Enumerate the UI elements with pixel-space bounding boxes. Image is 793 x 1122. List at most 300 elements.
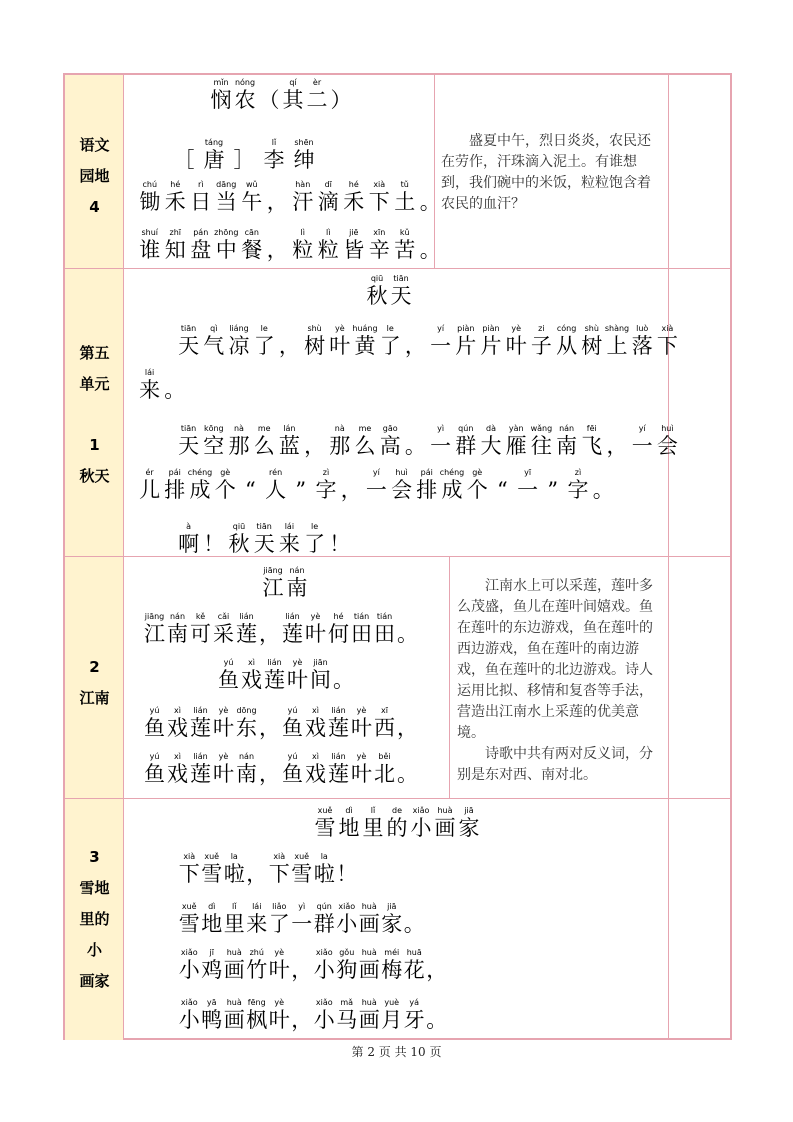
pinyin: hàn — [295, 180, 311, 189]
hanzi-with-pinyin — [259, 139, 289, 172]
label-line: 4 — [89, 198, 100, 216]
hanzi-with-pinyin — [336, 903, 359, 936]
hanzi-with-pinyin — [392, 181, 418, 214]
hanzi: 画 — [358, 912, 380, 936]
hanzi: 画 — [434, 816, 456, 840]
pinyin: la — [320, 852, 328, 861]
hanzi: 其 — [282, 88, 304, 112]
hanzi-with-pinyin — [465, 469, 490, 502]
hanzi: 莲 — [236, 622, 257, 646]
hanzi-with-pinyin — [246, 903, 269, 936]
hanzi-with-pinyin — [358, 999, 381, 1032]
pinyin: xiǎo — [315, 998, 333, 1007]
hanzi-with-pinyin — [515, 469, 540, 502]
hanzi: 么 — [253, 434, 275, 458]
hanzi: 画 — [223, 958, 245, 982]
pinyin: nán — [559, 424, 575, 433]
hanzi: 滴 — [317, 190, 339, 214]
hanzi-with-pinyin — [291, 999, 314, 1032]
pinyin: yè — [274, 948, 285, 957]
pinyin: de — [392, 806, 402, 815]
hanzi: 小 — [178, 1008, 200, 1032]
pinyin — [229, 139, 259, 148]
pinyin: shàng — [604, 324, 630, 333]
hanzi-with-pinyin — [281, 707, 304, 740]
hanzi-with-pinyin — [504, 425, 529, 458]
hanzi: 叶 — [351, 762, 372, 786]
row-qiutian — [65, 269, 730, 557]
hanzi: 会 — [391, 478, 413, 502]
hanzi-with-pinyin — [327, 425, 352, 458]
hanzi-with-pinyin — [604, 325, 629, 358]
hanzi: 牙 — [403, 1008, 425, 1032]
pinyin — [403, 425, 428, 434]
hanzi: 了 — [304, 532, 326, 556]
hanzi: 小 — [313, 1008, 335, 1032]
hanzi: 啦 — [223, 862, 245, 886]
hanzi-with-pinyin — [246, 949, 269, 982]
pinyin: xià — [273, 852, 286, 861]
hanzi: 个 — [214, 478, 236, 502]
hanzi-with-pinyin — [358, 949, 381, 982]
pinyin: yí — [437, 324, 445, 333]
hanzi-with-pinyin — [288, 469, 313, 502]
hanzi: 地 — [201, 912, 223, 936]
pinyin: zhī — [169, 228, 181, 237]
hanzi: 土 — [394, 190, 416, 214]
hanzi: ， — [606, 434, 628, 458]
pinyin: yè — [218, 706, 229, 715]
hanzi: 。 — [592, 478, 614, 502]
hanzi: 莲 — [190, 716, 211, 740]
pinyin: xì — [248, 658, 255, 667]
hanzi: 北 — [374, 762, 395, 786]
hanzi-with-pinyin — [258, 753, 281, 786]
hanzi-with-pinyin — [252, 325, 277, 358]
hanzi: 树 — [304, 334, 326, 358]
hanzi-with-pinyin — [554, 425, 579, 458]
hanzi-with-pinyin — [214, 181, 240, 214]
hanzi-with-pinyin — [201, 523, 226, 556]
pinyin: yú — [223, 658, 234, 667]
pinyin: zhú — [249, 948, 264, 957]
hanzi: 叶 — [268, 1008, 290, 1032]
hanzi: 梅 — [381, 958, 403, 982]
hanzi-with-pinyin — [223, 903, 246, 936]
pinyin: shuí — [141, 228, 159, 237]
hanzi-with-pinyin — [352, 425, 377, 458]
hanzi-with-pinyin — [389, 469, 414, 502]
hanzi: 当 — [215, 190, 237, 214]
hanzi-with-pinyin — [428, 425, 453, 458]
hanzi: 江 — [144, 622, 165, 646]
hanzi-with-pinyin — [143, 753, 166, 786]
pinyin: zì — [574, 468, 582, 477]
pinyin: nà — [233, 424, 244, 433]
pinyin: xiǎo — [315, 948, 333, 957]
hanzi-with-pinyin — [201, 853, 224, 886]
hanzi: 。 — [333, 668, 354, 692]
hanzi-with-pinyin — [579, 325, 604, 358]
hanzi-with-pinyin — [187, 469, 212, 502]
pinyin: lián — [193, 706, 208, 715]
pinyin: yì — [298, 902, 306, 911]
hanzi-with-pinyin — [630, 425, 655, 458]
pinyin: lián — [239, 612, 254, 621]
pinyin: yì — [437, 424, 445, 433]
hanzi-with-pinyin — [268, 949, 291, 982]
pinyin: zi — [538, 324, 545, 333]
hanzi: 。 — [419, 238, 441, 262]
hanzi: ［ — [173, 148, 195, 172]
pinyin: huà — [361, 902, 377, 911]
hanzi: 么 — [354, 434, 376, 458]
hanzi: 儿 — [139, 478, 161, 502]
hanzi-with-pinyin — [428, 325, 453, 358]
hanzi: 雪 — [314, 816, 336, 840]
hanzi-with-pinyin — [176, 523, 201, 556]
row-xuedi — [65, 799, 730, 1040]
hanzi: 何 — [328, 622, 349, 646]
hanzi: 知 — [164, 238, 186, 262]
hanzi-with-pinyin — [565, 469, 590, 502]
hanzi-with-pinyin — [396, 707, 419, 740]
hanzi: 会 — [656, 434, 678, 458]
pinyin: kǔ — [399, 228, 410, 237]
pinyin: méi — [384, 948, 400, 957]
pinyin: yú — [287, 752, 298, 761]
hanzi-with-pinyin — [313, 807, 337, 840]
hanzi: 餐 — [241, 238, 263, 262]
hanzi: 下 — [368, 190, 390, 214]
hanzi: 下 — [178, 862, 200, 886]
hanzi-with-pinyin — [277, 425, 302, 458]
pinyin: lái — [144, 368, 155, 377]
hanzi: ］ — [233, 148, 255, 172]
hanzi-with-pinyin — [341, 229, 367, 262]
pinyin: yí — [638, 424, 646, 433]
hanzi-with-pinyin — [381, 903, 404, 936]
pinyin: tiān — [180, 324, 197, 333]
hanzi: 飞 — [581, 434, 603, 458]
pinyin: tǔ — [400, 180, 409, 189]
hanzi: 里 — [362, 816, 384, 840]
hanzi-with-pinyin — [261, 567, 285, 600]
hanzi: ， — [259, 622, 280, 646]
hanzi: 叶 — [305, 622, 326, 646]
pinyin: yàn — [508, 424, 524, 433]
hanzi: 天 — [253, 532, 275, 556]
hanzi: 东 — [236, 716, 257, 740]
hanzi-with-pinyin — [201, 903, 224, 936]
hanzi-with-pinyin — [169, 139, 199, 172]
hanzi: 蓝 — [278, 434, 300, 458]
pinyin: xì — [174, 752, 181, 761]
hanzi: ， — [259, 762, 280, 786]
pinyin: jī — [209, 948, 214, 957]
pinyin: mǎ — [340, 998, 354, 1007]
hanzi: 的 — [386, 816, 408, 840]
hanzi-with-pinyin — [337, 807, 361, 840]
pinyin: kě — [195, 612, 206, 621]
pinyin: jiāng — [263, 566, 283, 575]
poem-note — [457, 576, 663, 786]
row-label — [65, 269, 124, 556]
label-line: 园地 — [79, 167, 110, 185]
row-label — [65, 799, 124, 1040]
hanzi-with-pinyin — [201, 425, 226, 458]
hanzi: 戏 — [241, 668, 262, 692]
pinyin: huà — [361, 998, 377, 1007]
pinyin — [238, 469, 263, 478]
lesson-table — [63, 73, 732, 1040]
hanzi: 。 — [403, 912, 425, 936]
hanzi-with-pinyin — [358, 903, 381, 936]
column-divider — [668, 75, 669, 268]
hanzi-with-pinyin — [302, 425, 327, 458]
hanzi-with-pinyin — [176, 325, 201, 358]
pinyin: dī — [324, 180, 332, 189]
hanzi-with-pinyin — [373, 707, 396, 740]
hanzi-with-pinyin — [226, 523, 251, 556]
hanzi-with-pinyin — [189, 613, 212, 646]
hanzi: 排 — [164, 478, 186, 502]
hanzi-with-pinyin — [339, 469, 364, 502]
pinyin: xiǎo — [338, 902, 356, 911]
page-footer: 第 2 页 共 10 页 — [351, 1045, 442, 1059]
hanzi-with-pinyin — [453, 325, 478, 358]
pinyin — [302, 425, 327, 434]
hanzi: 。 — [404, 434, 426, 458]
pinyin — [604, 425, 629, 434]
hanzi-with-pinyin — [336, 999, 359, 1032]
pinyin: tián — [353, 612, 370, 621]
pinyin: xī — [381, 706, 388, 715]
pinyin: huì — [395, 468, 408, 477]
hanzi: 树 — [581, 334, 603, 358]
pinyin: zì — [322, 468, 330, 477]
pinyin: lái — [252, 902, 262, 911]
pinyin: huà — [226, 948, 242, 957]
pinyin: nán — [169, 612, 186, 621]
hanzi-with-pinyin — [258, 613, 281, 646]
hanzi: 辛 — [368, 238, 390, 262]
pinyin: jiā — [387, 902, 397, 911]
pinyin: yè — [511, 324, 522, 333]
pinyin: nà — [334, 424, 345, 433]
pinyin: xuě — [181, 902, 197, 911]
hanzi-with-pinyin — [246, 999, 269, 1032]
pinyin: dōng — [236, 706, 257, 715]
pinyin: chéng — [439, 468, 465, 477]
hanzi-with-pinyin — [233, 79, 257, 112]
hanzi: 来 — [246, 912, 268, 936]
hanzi: 天 — [178, 334, 200, 358]
hanzi-with-pinyin — [137, 369, 162, 402]
hanzi-with-pinyin — [327, 613, 350, 646]
hanzi: 小 — [410, 816, 432, 840]
hanzi-with-pinyin — [257, 79, 281, 112]
hanzi-with-pinyin — [212, 707, 235, 740]
hanzi: 谁 — [139, 238, 161, 262]
hanzi: 片 — [480, 334, 502, 358]
hanzi-with-pinyin — [178, 999, 201, 1032]
pinyin — [291, 999, 314, 1008]
hanzi-with-pinyin — [302, 523, 327, 556]
hanzi-with-pinyin — [396, 613, 419, 646]
hanzi: ， — [291, 958, 313, 982]
pinyin: xì — [312, 752, 319, 761]
hanzi: 了 — [268, 912, 290, 936]
hanzi: ， — [266, 238, 288, 262]
pinyin — [258, 707, 281, 716]
pinyin: xià — [661, 324, 674, 333]
pinyin — [329, 79, 353, 88]
hanzi-with-pinyin — [291, 949, 314, 982]
hanzi: 排 — [416, 478, 438, 502]
pinyin — [396, 707, 419, 716]
pinyin: rén — [269, 468, 283, 477]
hanzi-with-pinyin — [403, 425, 428, 458]
hanzi-with-pinyin — [189, 753, 212, 786]
pinyin: lǐ — [370, 806, 376, 815]
row-label — [65, 75, 124, 268]
hanzi: 南 — [236, 762, 257, 786]
hanzi: ！ — [336, 862, 358, 886]
hanzi-with-pinyin — [414, 469, 439, 502]
hanzi: 一 — [291, 912, 313, 936]
hanzi-with-pinyin — [630, 325, 655, 358]
hanzi-with-pinyin — [290, 229, 316, 262]
hanzi: ！ — [203, 532, 225, 556]
note-paragraph: 江南水上可以采莲，莲叶多么茂盛，鱼儿在莲叶间嬉戏。鱼在莲叶的东边游戏，鱼在莲叶的西边游戏，鱼在莲叶的南边游戏，鱼在莲叶的北边游戏。诗人运用比拟、移情和复沓等手法，营造出江南水上采莲的优美意境。 — [457, 578, 653, 741]
label-line: 秋天 — [79, 467, 110, 485]
label-line: 第五 — [79, 344, 110, 362]
pinyin: qiū — [370, 274, 384, 283]
hanzi-with-pinyin — [426, 949, 449, 982]
hanzi: ， — [404, 334, 426, 358]
pinyin: chú — [142, 180, 158, 189]
hanzi-with-pinyin — [392, 229, 418, 262]
hanzi: 片 — [455, 334, 477, 358]
hanzi-with-pinyin — [433, 807, 457, 840]
pinyin: huā — [406, 948, 422, 957]
hanzi: 二 — [306, 88, 328, 112]
hanzi-with-pinyin — [367, 181, 393, 214]
pinyin: qì — [210, 324, 218, 333]
hanzi: 盘 — [190, 238, 212, 262]
pinyin: tiān — [256, 522, 272, 531]
pinyin: yuè — [384, 998, 400, 1007]
hanzi: 啊 — [178, 532, 200, 556]
hanzi: 叶 — [505, 334, 527, 358]
hanzi: 大 — [480, 434, 502, 458]
hanzi: 马 — [336, 1008, 358, 1032]
hanzi: 群 — [455, 434, 477, 458]
hanzi-with-pinyin — [281, 613, 304, 646]
hanzi-with-pinyin — [403, 999, 426, 1032]
pinyin: lán — [283, 424, 296, 433]
hanzi: 唐 — [203, 148, 225, 172]
hanzi: 戏 — [305, 716, 326, 740]
hanzi: 禾 — [164, 190, 186, 214]
hanzi: 。 — [426, 1008, 448, 1032]
hanzi: 小 — [313, 958, 335, 982]
hanzi: 凉 — [228, 334, 250, 358]
hanzi-with-pinyin — [364, 469, 389, 502]
hanzi-with-pinyin — [162, 469, 187, 502]
hanzi: 南 — [167, 622, 188, 646]
hanzi: 枫 — [246, 1008, 268, 1032]
hanzi-with-pinyin — [178, 949, 201, 982]
hanzi-with-pinyin — [263, 469, 288, 502]
pinyin: shēn — [294, 138, 314, 147]
pinyin: la — [230, 852, 238, 861]
hanzi: 叶 — [213, 762, 234, 786]
hanzi-with-pinyin — [201, 999, 224, 1032]
pinyin: gǒu — [339, 948, 355, 957]
pinyin: xiǎo — [180, 948, 198, 957]
pinyin: lì — [300, 228, 305, 237]
hanzi-with-pinyin — [246, 853, 269, 886]
hanzi: 戏 — [305, 762, 326, 786]
pinyin — [258, 613, 281, 622]
hanzi-with-pinyin — [235, 613, 258, 646]
hanzi: 狗 — [336, 958, 358, 982]
hanzi-with-pinyin — [304, 707, 327, 740]
pinyin: táng — [204, 138, 224, 147]
hanzi-with-pinyin — [350, 753, 373, 786]
pinyin: le — [311, 522, 319, 531]
pinyin: gè — [472, 468, 483, 477]
hanzi-with-pinyin — [529, 425, 554, 458]
hanzi-with-pinyin — [316, 181, 342, 214]
hanzi-with-pinyin — [285, 567, 309, 600]
hanzi: 下 — [268, 862, 290, 886]
pinyin: wǎng — [530, 424, 553, 433]
pinyin: piàn — [482, 324, 500, 333]
hanzi-with-pinyin — [655, 325, 680, 358]
hanzi-with-pinyin — [291, 853, 314, 886]
hanzi-with-pinyin — [329, 79, 353, 112]
hanzi: 雪 — [178, 912, 200, 936]
pinyin: jiā — [464, 806, 474, 815]
hanzi-with-pinyin — [304, 613, 327, 646]
pinyin — [396, 753, 419, 762]
hanzi: 粒 — [317, 238, 339, 262]
hanzi-with-pinyin — [389, 275, 413, 308]
hanzi: （ — [258, 88, 280, 112]
hanzi-with-pinyin — [137, 181, 163, 214]
pinyin — [540, 469, 565, 478]
hanzi: 啦 — [313, 862, 335, 886]
pinyin: liáng — [229, 324, 249, 333]
pinyin: xià — [373, 180, 386, 189]
hanzi: 叶 — [287, 668, 308, 692]
hanzi-with-pinyin — [336, 949, 359, 982]
pinyin — [490, 469, 515, 478]
pinyin: lián — [331, 752, 346, 761]
hanzi-with-pinyin — [265, 229, 291, 262]
hanzi: 秋 — [366, 284, 388, 308]
hanzi: 江 — [262, 576, 284, 600]
hanzi-with-pinyin — [457, 807, 481, 840]
pinyin: wǔ — [245, 180, 258, 189]
pinyin: chéng — [187, 468, 213, 477]
hanzi: 鱼 — [282, 716, 303, 740]
pinyin: hé — [170, 180, 181, 189]
pinyin — [336, 853, 359, 862]
